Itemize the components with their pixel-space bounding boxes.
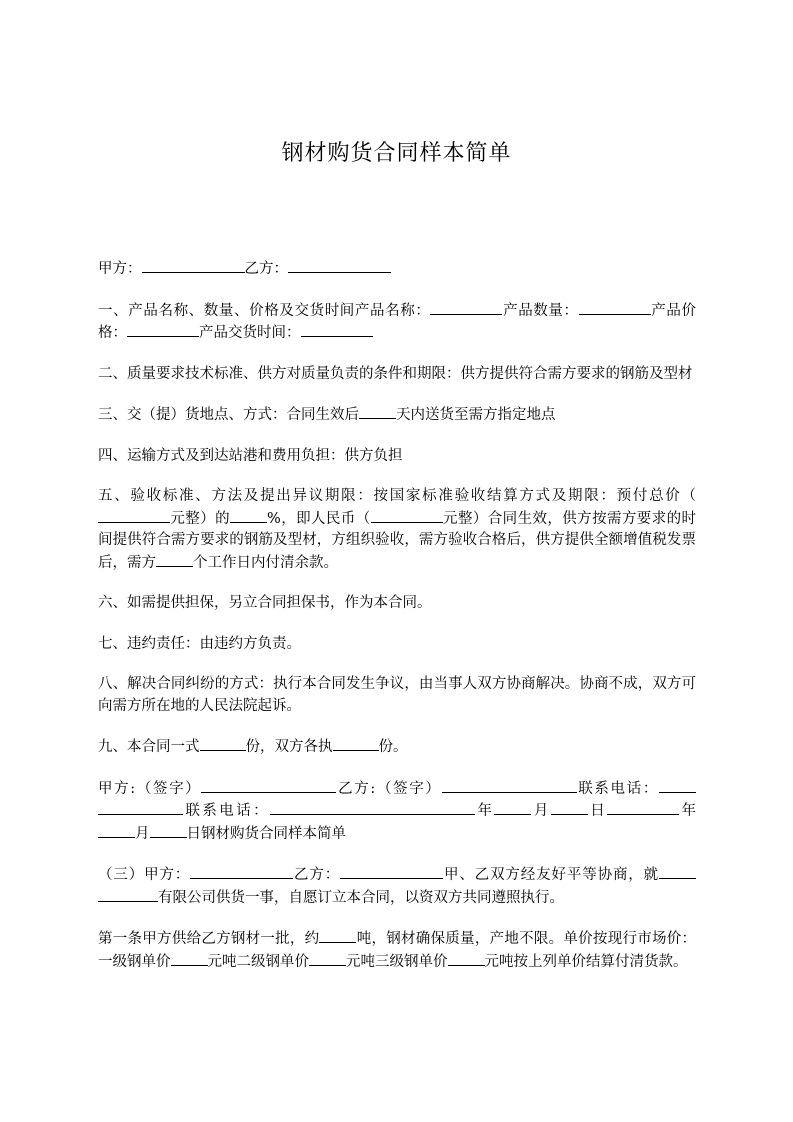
document-title: 钢材购货合同样本简单 <box>281 141 512 166</box>
blank-field <box>171 951 208 966</box>
blank-field <box>156 552 193 567</box>
blank-field <box>190 864 293 879</box>
text: 联系电话： <box>183 803 271 819</box>
text: 份。 <box>378 739 408 755</box>
blank-field <box>359 404 396 419</box>
text: 第一条甲方供给乙方钢材一批，约 <box>98 931 320 947</box>
text: 甲方:（签字） <box>98 780 202 797</box>
text: 九、本合同一式 <box>98 739 200 755</box>
blank-field <box>98 887 158 902</box>
text: 日 <box>587 803 608 819</box>
text: 有限公司供货一事，自愿订立本合同，以资双方共同遵照执行。 <box>158 889 564 906</box>
text: 三、交（提）货地点、方式：合同生效后 <box>98 407 359 423</box>
text: 五、验收标准、方法及提出异议期限：按国家标准验收结算方式及期限：预付总价（ <box>98 488 696 504</box>
text: 甲、乙双方经友好平等协商，就 <box>443 867 660 883</box>
blank-field <box>340 864 443 879</box>
clause-5 <box>98 486 696 574</box>
clause-6: 六、如需提供担保，另立合同担保书，作为本合同。 <box>98 595 432 611</box>
text: 联系电话： <box>576 780 660 797</box>
blank-field <box>200 736 246 751</box>
party-a-label: 甲方： <box>98 261 142 277</box>
text: 元整）的 <box>170 510 231 527</box>
text: （三）甲方： <box>98 867 191 883</box>
clause-1 <box>98 300 696 345</box>
clause-3 <box>98 404 696 427</box>
text: 月 <box>135 825 150 842</box>
party-b-label: 乙方： <box>244 261 288 277</box>
blank-field <box>98 508 170 523</box>
text: 份，双方各执 <box>245 739 333 755</box>
text: %，即人民币（ <box>267 510 371 527</box>
text: 年 <box>475 803 495 819</box>
section-3-intro <box>98 864 696 909</box>
blank-field <box>371 508 443 523</box>
blank-field <box>442 778 577 793</box>
blank-field <box>142 258 245 273</box>
text: 年 <box>679 803 697 819</box>
blank-field <box>659 864 696 879</box>
text: 个工作日内付清余款。 <box>193 554 338 571</box>
blank-field <box>551 800 588 815</box>
blank-field <box>319 928 356 943</box>
clause-2: 二、质量要求技术标准、供方对质量负责的条件和期限：供方提供符合需方要求的钢筋及型材 <box>98 365 693 382</box>
blank-field <box>201 778 336 793</box>
text: 元吨二级钢单价 <box>207 953 309 970</box>
text: 一、产品名称、数量、价格及交货时间产品名称： <box>98 302 431 319</box>
text: 乙方： <box>293 867 341 883</box>
text: 产品价格： <box>98 302 697 341</box>
document-body <box>98 258 696 992</box>
clause-4: 四、运输方式及到达站港和费用负担：供方负担 <box>98 447 403 464</box>
parties-line <box>98 258 696 281</box>
text: 元吨三级钢单价 <box>346 953 448 970</box>
blank-field <box>448 951 485 966</box>
text: 日钢材购货合同样本简单 <box>186 825 346 842</box>
text: 乙方:（签字） <box>336 780 442 797</box>
blank-field <box>659 778 696 793</box>
blank-field <box>430 300 502 315</box>
blank-field <box>301 322 373 337</box>
blank-field <box>288 258 391 273</box>
blank-field <box>270 800 475 815</box>
clause-8: 八、解决合同纠纷的方式：执行本合同发生争议，由当事人双方协商解决。协商不成，双方可向需方所在地的人民法院起诉。 <box>98 676 696 714</box>
blank-field <box>127 322 199 337</box>
text: 产品交货时间： <box>199 325 301 341</box>
clause-7: 七、违约责任：由违约方负责。 <box>98 635 301 652</box>
text: 月 <box>531 803 551 819</box>
text: 元吨按上列单价结算付清货款。 <box>484 953 688 970</box>
text: 吨，钢材确保质量，产地不限。单价按现行市场价：一级钢单价 <box>98 931 697 970</box>
blank-field <box>150 823 187 838</box>
blank-field <box>333 736 379 751</box>
blank-field <box>607 800 679 815</box>
blank-field <box>98 823 135 838</box>
blank-field <box>579 300 651 315</box>
blank-field <box>494 800 531 815</box>
text: 产品数量： <box>502 302 579 319</box>
text: 元整）合同生效，供方按需方要求的时间提供符合需方要求的钢筋及型材，方组织验收，需方验收合格后，供方提供全额增值税发票后，需方 <box>98 510 697 571</box>
blank-field <box>98 800 183 815</box>
blank-field <box>230 508 267 523</box>
text: 天内送货至需方指定地点 <box>396 407 556 423</box>
clause-9 <box>98 736 696 759</box>
blank-field <box>309 951 346 966</box>
article-1 <box>98 928 696 973</box>
signature-block <box>98 778 696 846</box>
